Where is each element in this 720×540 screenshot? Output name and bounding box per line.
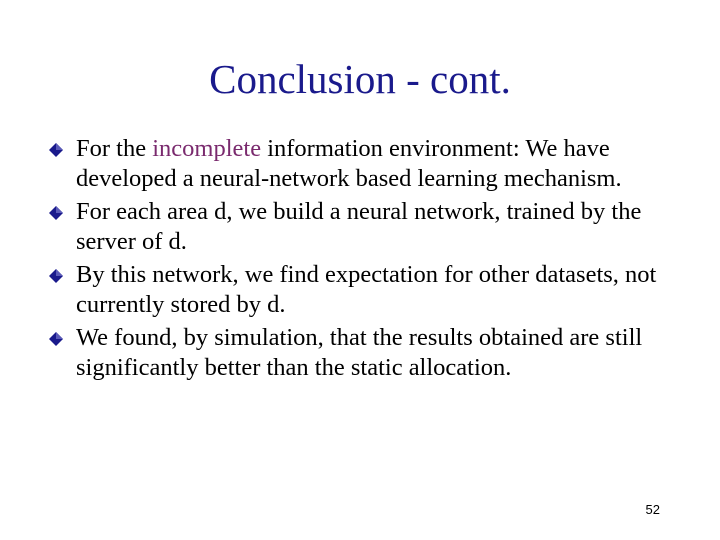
bullet-text: We found, by simulation, that the results obtained are still significantly better than the static allocation. (76, 324, 643, 381)
bullet-item (46, 260, 676, 320)
bullet-text: For each area d, we build a neural network, trained by the server of d. (76, 198, 642, 255)
diamond-bullet-icon (49, 269, 63, 283)
diamond-bullet-icon (49, 332, 63, 346)
page-number: 52 (645, 502, 660, 517)
bullet-list (46, 134, 676, 386)
bullet-item (46, 323, 676, 383)
bullet-text: By this network, we find expectation for other datasets, not currently stored by d. (76, 261, 657, 318)
slide-title: Conclusion - cont. (209, 56, 511, 102)
bullet-text-pre: For the (76, 135, 153, 162)
bullet-text-highlight: incomplete (152, 135, 262, 162)
diamond-bullet-icon (49, 143, 63, 157)
bullet-item (46, 134, 676, 194)
diamond-bullet-icon (49, 206, 63, 220)
bullet-item (46, 197, 676, 257)
bullet-text-post: information environment: We have developed a neural-network based learning mechanism. (76, 135, 622, 192)
